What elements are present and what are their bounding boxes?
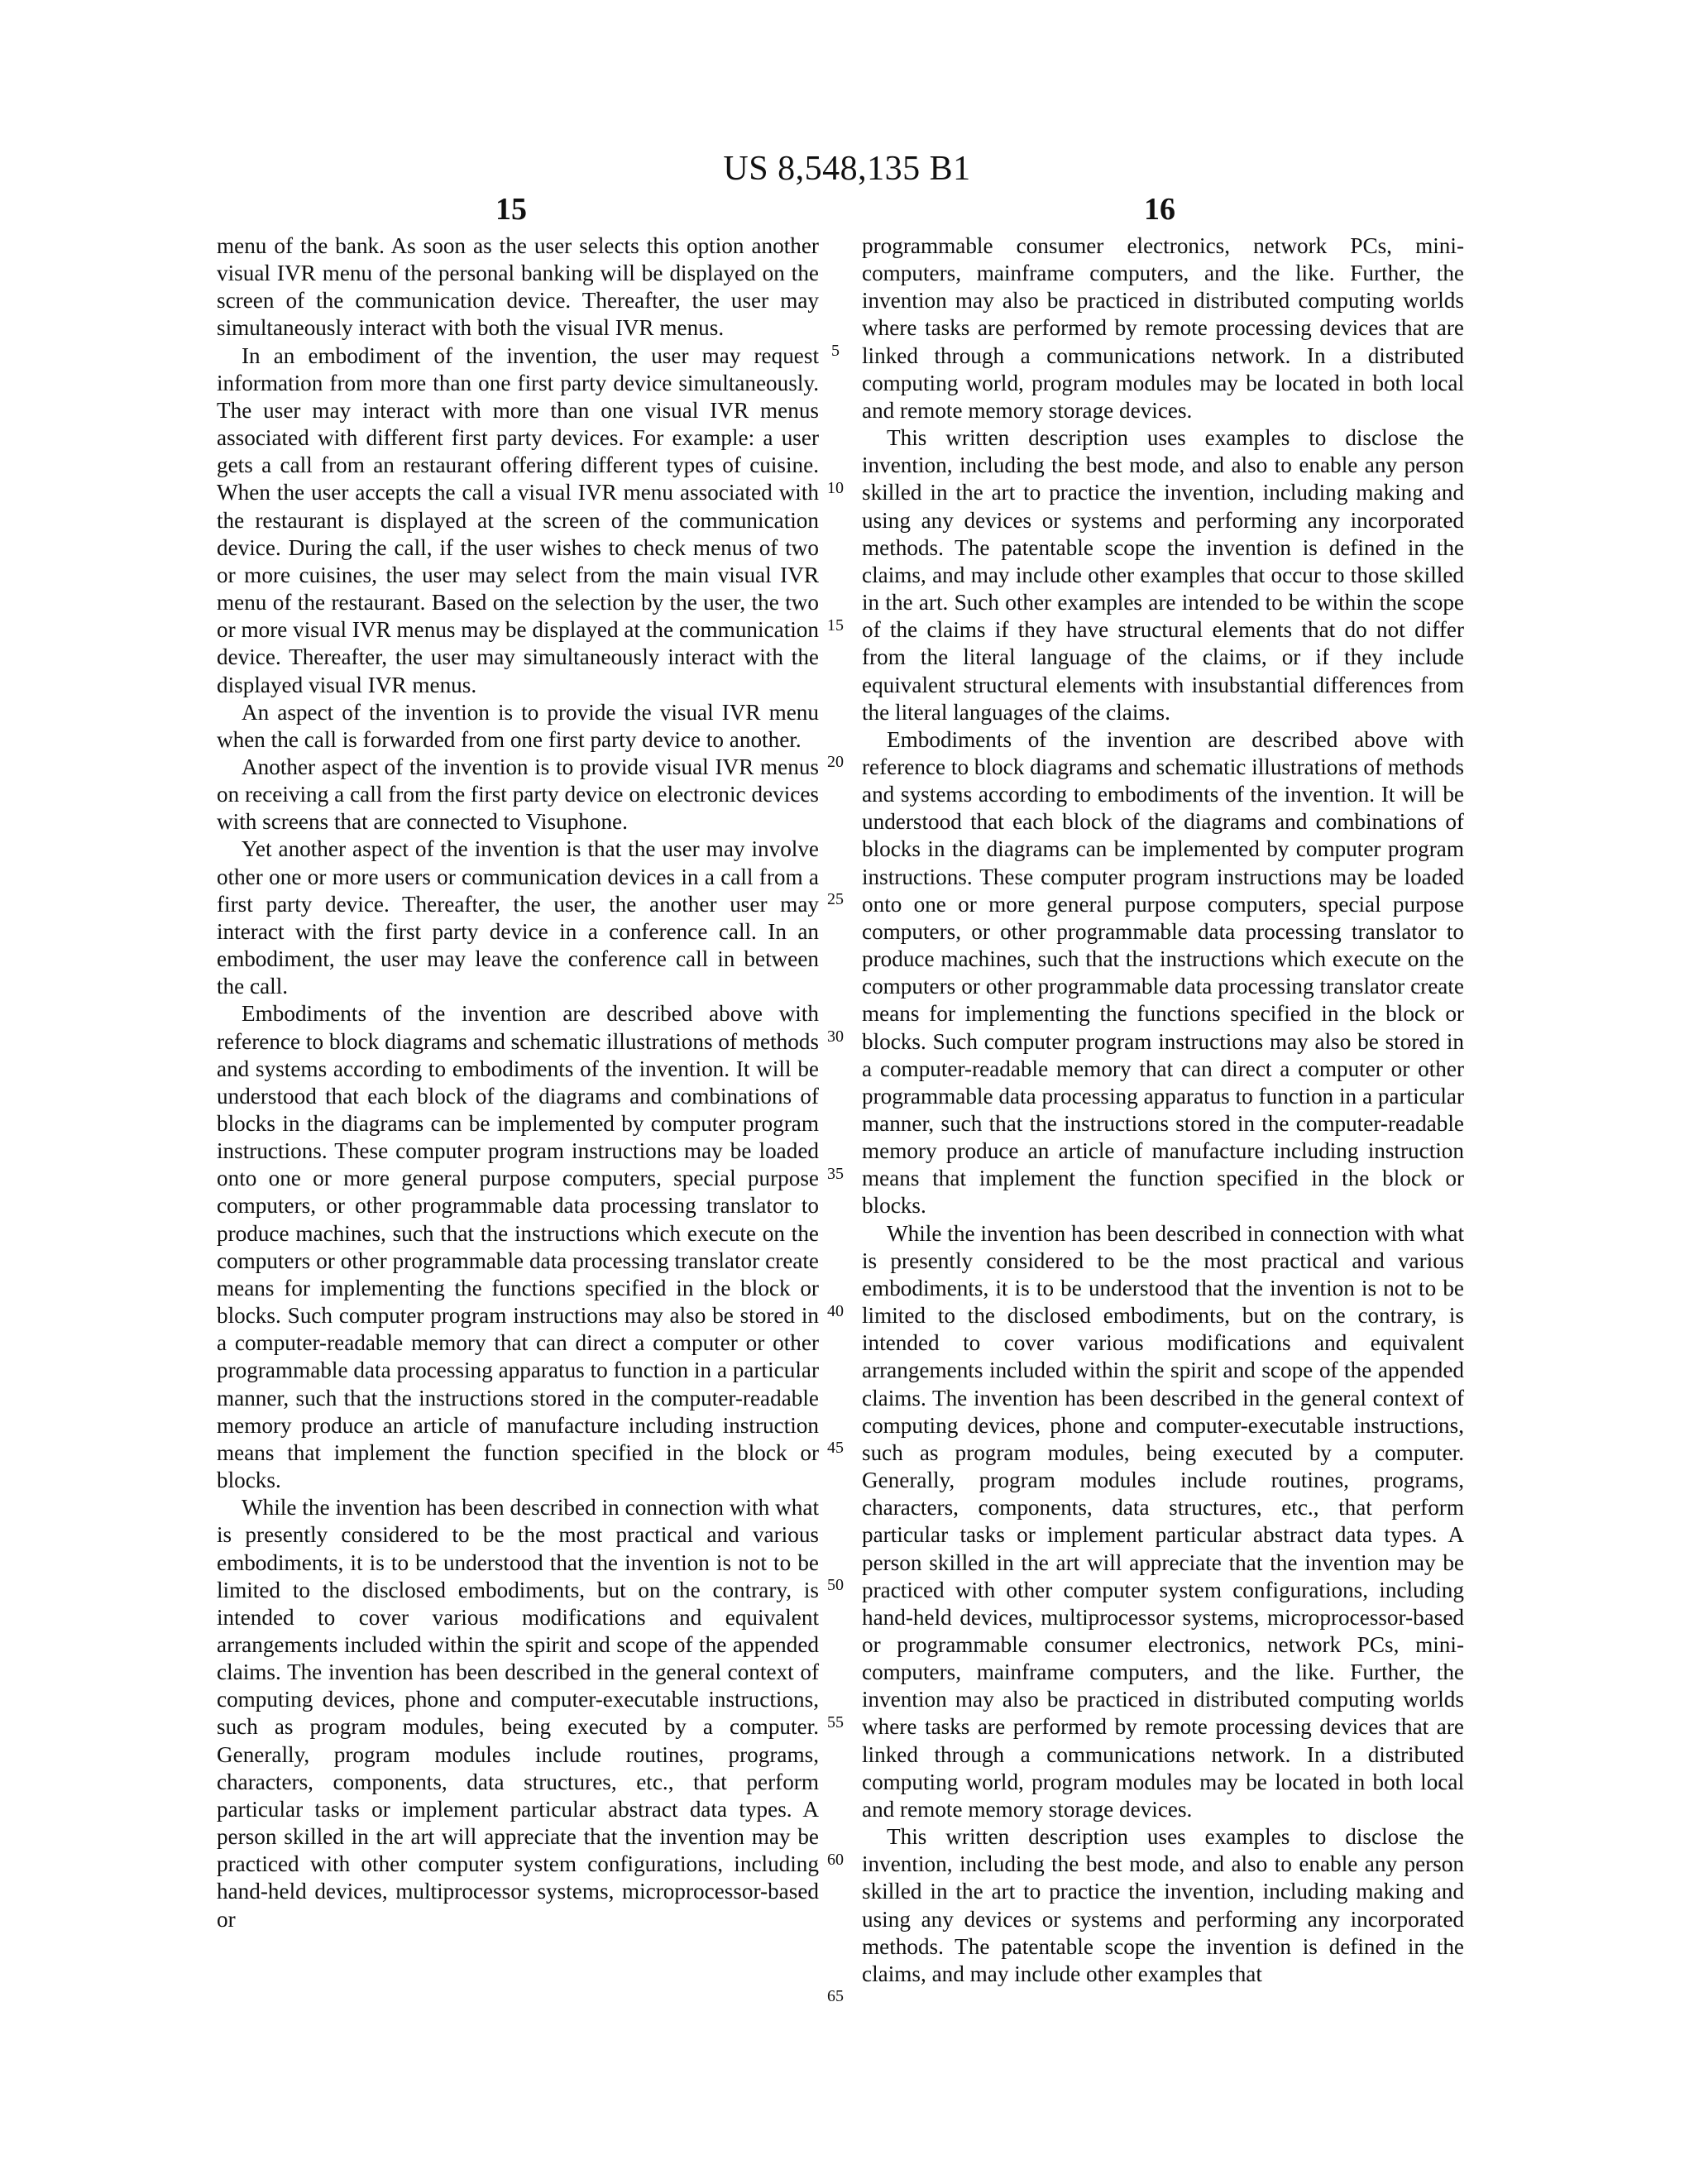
line-number: 50 [827,1576,844,1594]
line-number: 15 [827,616,844,635]
line-number: 65 [827,1987,844,2005]
paragraph: This written description uses examples to disclose the invention, including the best mode, and also to enable any person skilled in the art to practice the invention, including making and using any devices or systems and performing any incorporated methods. The patentable scope the invention is defined in the claims, and may include other examples that [862,1824,1464,1986]
line-number: 20 [827,753,844,771]
paragraph: Embodiments of the invention are described above with reference to block diagrams and schematic illustrations of methods and systems according to embodiments of the invention. It will be understood that each block of the diagrams and combinations of blocks in the diagrams can be implemented by computer program instructions. These computer program instructions may be loaded onto one or more general purpose computers, special purpose computers, or other programmable data processing translator to produce machines, such that the instructions which execute on the computers or other programmable data processing translator create means for implementing the functions specified in the block or blocks. Such computer program instructions may also be stored in a computer-readable memory that can direct a computer or other programmable data processing apparatus to function in a particular manner, such that the instructions stored in the computer-readable memory produce an article of manufacture including instruction means that implement the function specified in the block or blocks. [217,1001,819,1493]
paragraph: This written description uses examples to disclose the invention, including the best mode, and also to enable any person skilled in the art to practice the invention, including making and using any devices or systems and performing any incorporated methods. The patentable scope the invention is defined in the claims, and may include other examples that occur to those skilled in the art. Such other examples are intended to be within the scope of the claims if they have structural elements that do not differ from the literal language of the claims, or if they include equivalent structural elements with insubstantial differences from the literal languages of the claims. [862,425,1464,725]
line-number: 45 [827,1439,844,1457]
left-column-number: 15 [495,192,527,227]
paragraph: Yet another aspect of the invention is that the user may involve other one or more users or communication devices in a call from a first party device. Thereafter, the user, the another user may interact with the first party device in a conference call. In an embodiment, the user may leave the conference call in between the call. [217,836,819,999]
paragraph: In an embodiment of the invention, the user may request information from more than one first party device simultaneously. The user may interact with more than one visual IVR menus associated with different first party devices. For example: a user gets a call from an restaurant offering different types of cuisine. When the user accepts the call a visual IVR menu associated with the restaurant is displayed at the screen of the communication device. During the call, if the user wishes to check menus of two or more cuisines, the user may select from the main visual IVR menu of the restaurant. Based on the selection by the user, the two or more visual IVR menus may be displayed at the communication device. Thereafter, the user may simultaneously interact with the displayed visual IVR menus. [217,342,819,697]
line-number: 55 [827,1713,844,1731]
paragraph: Another aspect of the invention is to provide visual IVR menus on receiving a call from the first party device on electronic devices with screens that are connected to Visuphone. [217,754,819,835]
right-column-number: 16 [1144,192,1175,227]
left-text-column [217,232,819,1933]
line-number: 40 [827,1302,844,1320]
paragraph: menu of the bank. As soon as the user selects this option another visual IVR menu of the personal banking will be displayed on the screen of the communication device. Thereafter, the user may simultaneously interact with both the visual IVR menus. [217,233,819,341]
paragraph: While the invention has been described in connection with what is presently considered to be the most practical and various embodiments, it is to be understood that the invention is not to be limited to the disclosed embodiments, but on the contrary, is intended to cover various modifications and equivalent arrangements included within the spirit and scope of the appended claims. The invention has been described in the general context of computing devices, phone and computer-executable instructions, such as program modules, being executed by a computer. Generally, program modules include routines, programs, characters, components, data structures, etc., that perform particular tasks or implement particular abstract data types. A person skilled in the art will appreciate that the invention may be practiced with other computer system configurations, including hand-held devices, multiprocessor systems, microprocessor-based or [217,1495,819,1932]
line-number: 5 [831,342,840,360]
paragraph: An aspect of the invention is to provide the visual IVR menu when the call is forwarded from one first party device to another. [217,699,819,752]
paragraph: programmable consumer electronics, network PCs, minicomputers, mainframe computers, and the like. Further, the invention may also be practiced in distributed computing worlds where tasks are performed by remote processing devices that are linked through a communications network. In a distributed computing world, program modules may be located in both local and remote memory storage devices. [862,233,1464,423]
line-number: 10 [827,479,844,497]
patent-number: US 8,548,135 B1 [723,150,971,188]
paragraph: Embodiments of the invention are described above with reference to block diagrams and schematic illustrations of methods and systems according to embodiments of the invention. It will be understood that each block of the diagrams and combinations of blocks in the diagrams can be implemented by computer program instructions. These computer program instructions may be loaded onto one or more general purpose computers, special purpose computers, or other programmable data processing translator to produce machines, such that the instructions which execute on the computers or other programmable data processing translator create means for implementing the functions specified in the block or blocks. Such computer program instructions may also be stored in a computer-readable memory that can direct a computer or other programmable data processing apparatus to function in a particular manner, such that the instructions stored in the computer-readable memory produce an article of manufacture including instruction means that implement the function specified in the block or blocks. [862,726,1464,1219]
line-number: 60 [827,1851,844,1869]
line-number: 25 [827,890,844,908]
line-number: 35 [827,1165,844,1183]
paragraph: While the invention has been described in connection with what is presently considered to be the most practical and various embodiments, it is to be understood that the invention is not to be limited to the disclosed embodiments, but on the contrary, is intended to cover various modifications and equivalent arrangements included within the spirit and scope of the appended claims. The invention has been described in the general context of computing devices, phone and computer-executable instructions, such as program modules, being executed by a computer. Generally, program modules include routines, programs, characters, components, data structures, etc., that perform particular tasks or implement particular abstract data types. A person skilled in the art will appreciate that the invention may be practiced with other computer system configurations, including hand-held devices, multiprocessor systems, microprocessor-based or programmable consumer electronics, network PCs, minicomputers, mainframe computers, and the like. Further, the invention may also be practiced in distributed computing worlds where tasks are performed by remote processing devices that are linked through a communications network. In a distributed computing world, program modules may be located in both local and remote memory storage devices. [862,1220,1464,1822]
right-text-column [862,232,1464,1988]
line-number: 30 [827,1027,844,1046]
